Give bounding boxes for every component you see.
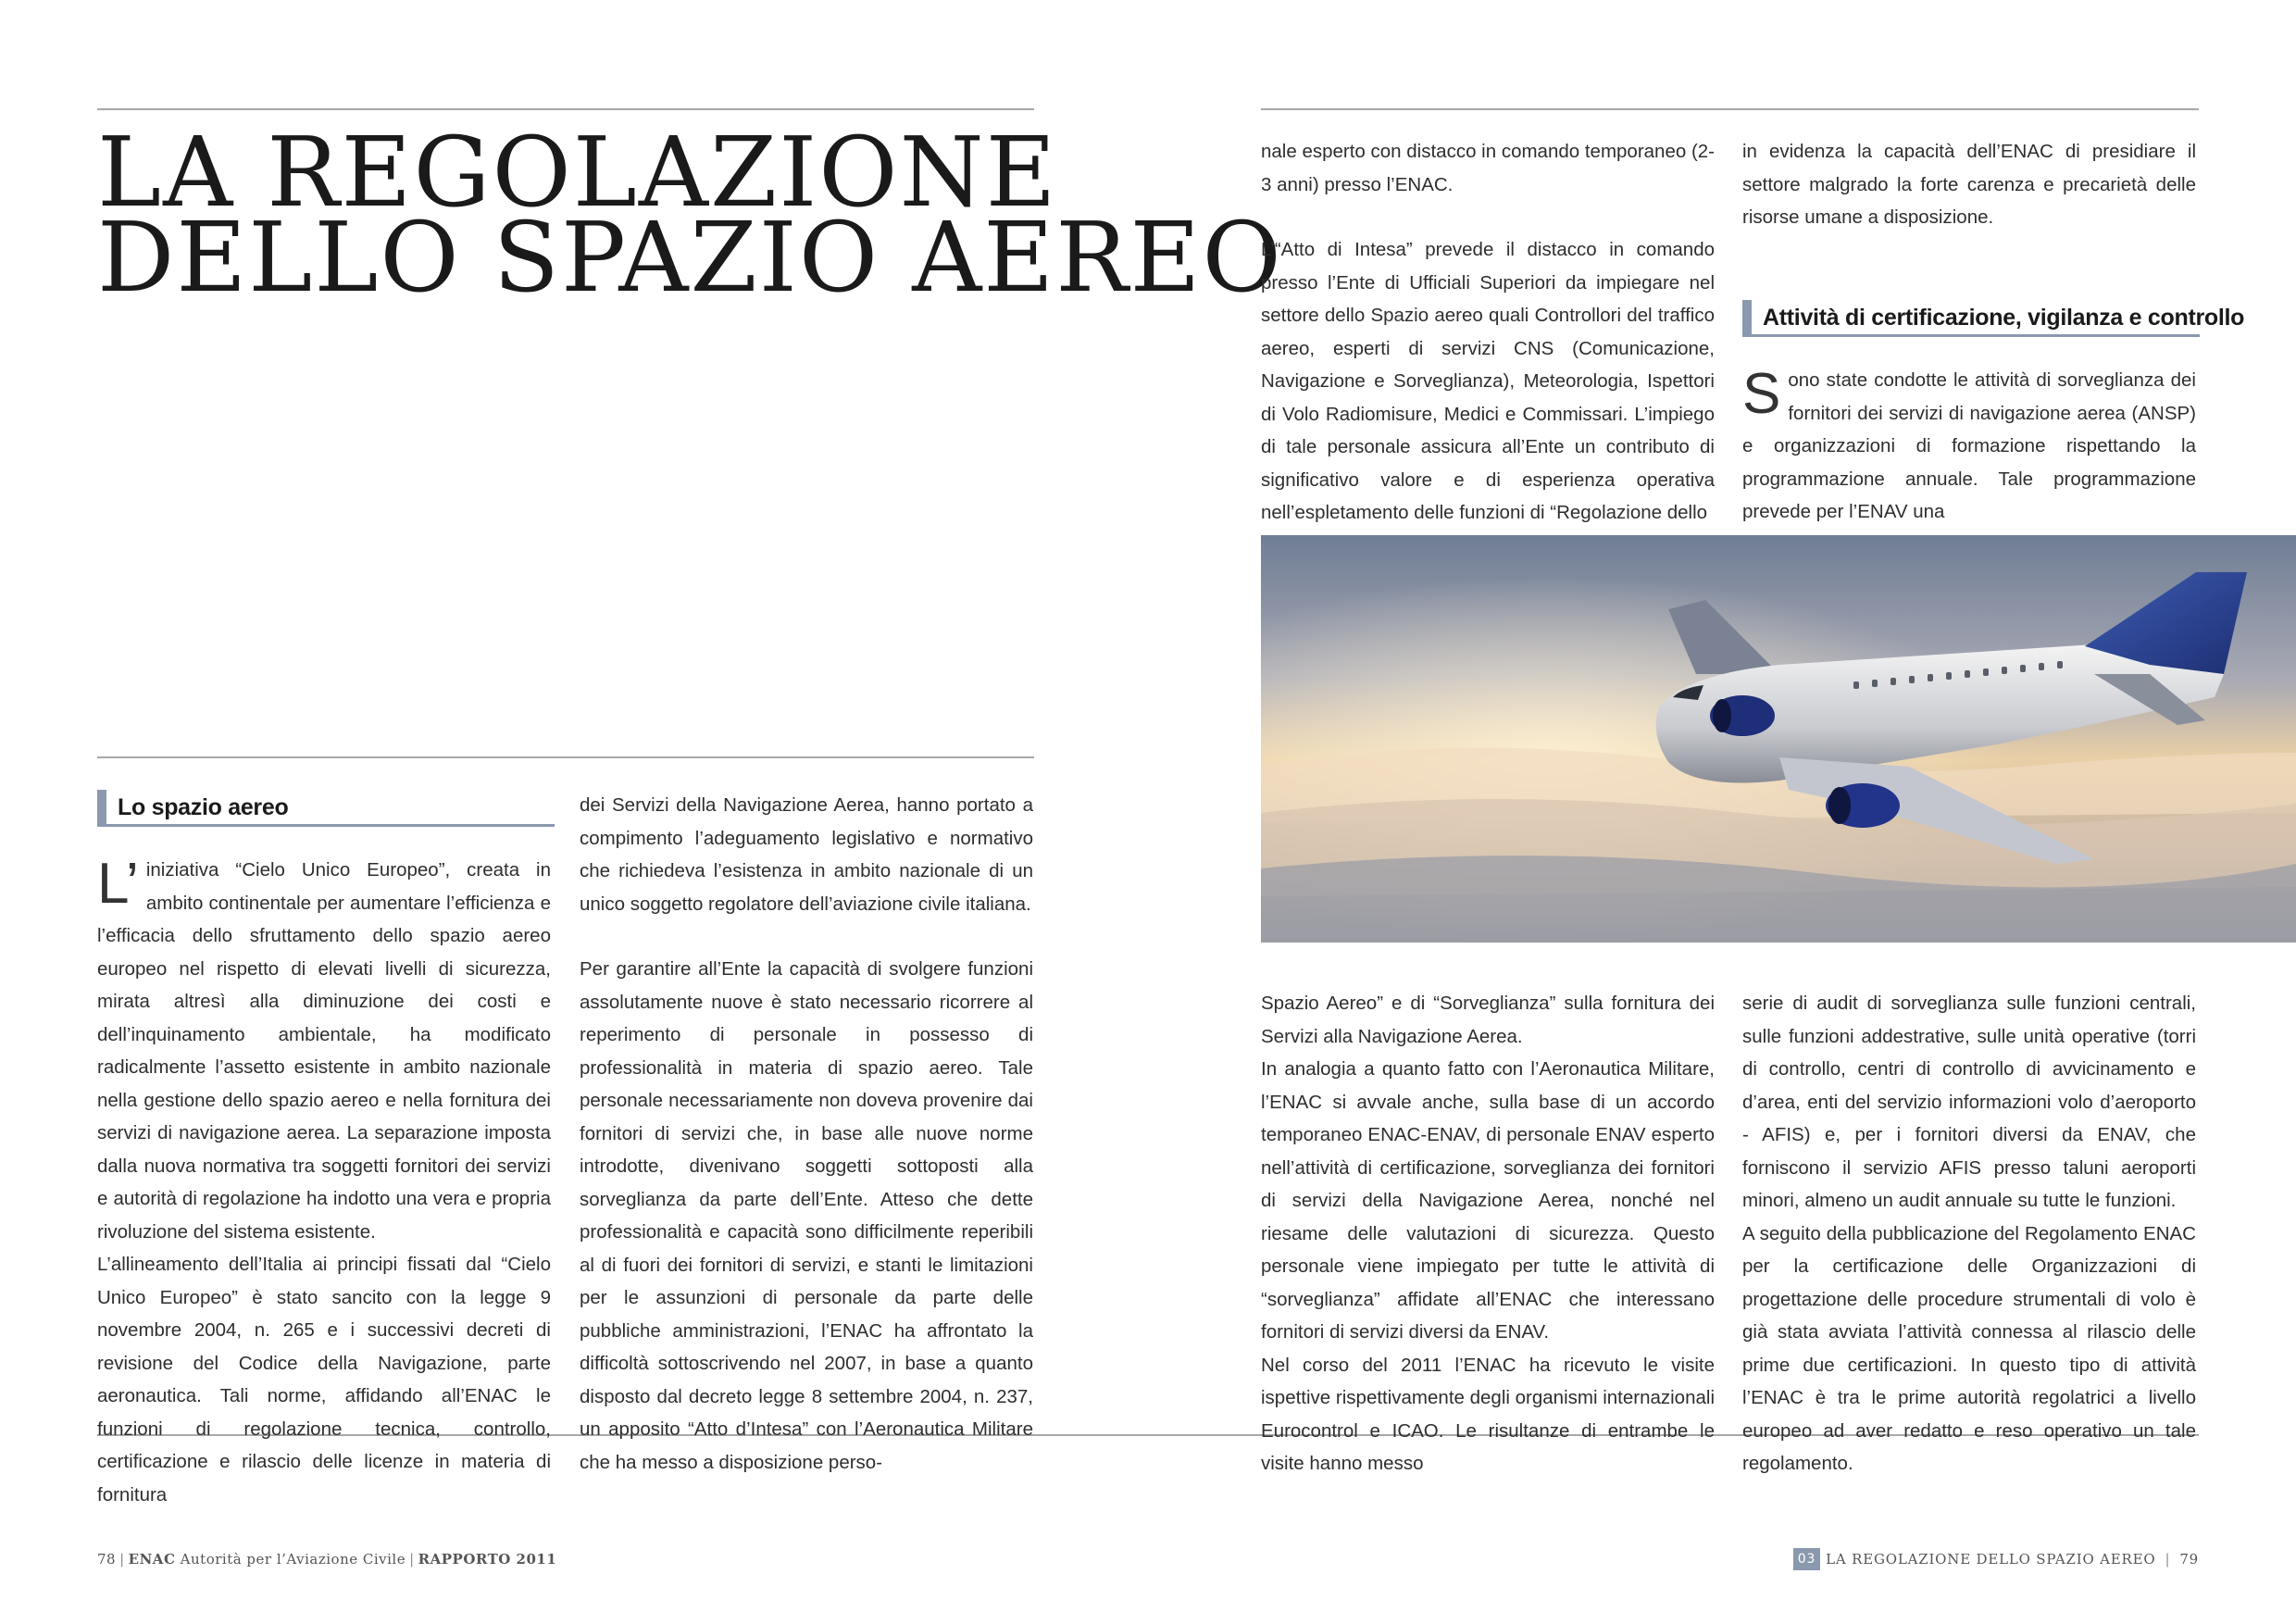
paragraph: in evidenza la capacità dell’ENAC di presidiare il settore malgrado la forte carenza e precarietà delle risorse umane a disposizione. [1742,141,2196,228]
text-column-3-bottom [1261,987,1715,1480]
paragraph-text: ono state condotte le attività di sorveglianza dei fornitori dei servizi di navigazione aerea (ANSP) e organizzazioni di formazione rispettando la programmazione annuale. Tale programmazione prevede per l’ENAV una [1742,369,2196,522]
airplane-photo [1261,535,2296,943]
top-rule-right [1261,108,2199,110]
paragraph: L’“Atto di Intesa” prevede il distacco in comando presso l’Ente di Ufficiali Superiori da impiegare nel settore dello Spazio aereo quali Controllori del traffico aereo, esperti di servizi CNS (Comunicazione, Navigazione e Sorveglianza), Meteorologia, Ispettori di Volo Radiomisure, Medici e Commissari. L’impiego di tale personale assicura all’Ente un contributo di significativo valore e di esperienza operativa nell’espletamento delle funzioni di “Regolazione dello [1261,239,1715,523]
text-column-4-top [1742,135,2196,234]
section-heading-spazio-aereo [97,790,555,827]
paragraph: In analogia a quanto fatto con l’Aeronautica Militare, l’ENAC si avvale anche, sulla base di un accordo temporaneo ENAC-ENAV, di personale ENAV esperto nell’attività di certificazione, sorveglianza dei fornitori di servizi della Navigazione Aerea, nonché nel riesame delle valutazioni di sicurezza. Questo personale viene impiegato per tutte le attività di “sorveglianza” affidate all’ENAC che interessano fornitori di servizi diversi da ENAV. [1261,1058,1715,1343]
section-heading-label: Attività di certificazione, vigilanza e controllo [1763,305,2245,331]
paragraph: Nel corso del 2011 l’ENAC ha ricevuto le visite ispettive rispettivamente degli organismi internazionali Eurocontrol e ICAO. Le risultanze di entrambe le visite hanno messo [1261,1354,1715,1474]
section-heading-label: Lo spazio aereo [118,794,289,820]
drop-cap: S [1742,362,1781,426]
paragraph [97,854,551,1248]
page-number-right: 79 [2179,1551,2199,1568]
text-column-3-top [1261,135,1715,530]
page-number-left: 78 [97,1551,117,1568]
footer-section-title: LA REGOLAZIONE DELLO SPAZIO AEREO [1826,1551,2156,1568]
chapter-badge: 03 [1793,1548,1820,1570]
drop-cap: L’ [97,852,139,916]
page-title-line-1: LA REGOLAZIONE [97,116,1058,229]
top-rule-left [97,108,1034,110]
section-rule-left [97,756,1034,758]
paragraph: dei Servizi della Navigazione Aerea, hanno portato a compimento l’adeguamento legislativo e normativo che richiedeva l’esistenza in ambito nazionale di un unico soggetto regolatore dell’aviazione civile italiana. [580,794,1033,915]
paragraph: nale esperto con distacco in comando temporaneo (2-3 anni) presso l’ENAC. [1261,141,1716,195]
text-column-2 [580,789,1033,1479]
footer-org-full: Autorità per l’Aviazione Civile [180,1551,406,1568]
text-column-1 [97,854,551,1511]
paragraph [1742,364,2196,529]
footer-report: RAPPORTO 2011 [418,1551,557,1568]
text-column-4-top-continued [1742,364,2196,529]
text-column-4-bottom [1742,987,2196,1480]
paragraph: L’allineamento dell’Italia ai principi fissati dal “Cielo Unico Europeo” è stato sancito con la legge 9 novembre 2004, n. 265 e i successivi decreti di revisione del Codice della Navigazione, parte aeronautica. Tali norme, affidando all’ENAC le funzioni di regolazione tecnica, controllo, certificazione e rilascio delle licenze in materia di fornitura [97,1254,551,1505]
footer-right: 03 LA REGOLAZIONE DELLO SPAZIO AEREO | 79 [1793,1548,2199,1570]
section-heading-certificazione [1742,300,2245,337]
paragraph-text: iniziativa “Cielo Unico Europeo”, creata in ambito continentale per aumentare l’efficienza e l’efficacia dello sfruttamento dello spazio aereo europeo nel rispetto di elevati livelli di sicurezza, mirata altresì alla diminuzione dei costi e dell’inquinamento ambientale, ha modificato radicalmente l’assetto esistente in ambito nazionale nella gestione dello spazio aereo e nella fornitura dei servizi di navigazione aerea. La separazione imposta dalla nuova normativa tra soggetti fornitori dei servizi e autorità di regolazione ha indotto una vera e propria rivoluzione del sistema esistente. [97,859,551,1243]
paragraph: Per garantire all’Ente la capacità di svolgere funzioni assolutamente nuove è stato necessario ricorrere al reperimento di personale in possesso di professionalità in materia di spazio aereo. Tale personale necessariamente non doveva provenire dai fornitori di servizi che, in base alle nuove norme introdotte, divenivano soggetti sottoposti alla sorveglianza da parte dell’Ente. Atteso che dette professionalità e capacità sono difficilmente reperibili al di fuori dei fornitori di servizi, e stanti le limitazioni per le assunzioni di personale da parte delle pubbliche amministrazioni, l’ENAC ha affrontato la difficoltà sottoscrivendo nel 2007, in base a quanto disposto dal decreto legge 8 settembre 2004, n. 237, un apposito “Atto d’Intesa” con l’Aeronautica Militare che ha messo a disposizione perso- [580,958,1033,1473]
paragraph: Spazio Aereo” e di “Sorveglianza” sulla fornitura dei Servizi alla Navigazione Aerea. [1261,993,1715,1047]
footer-org: ENAC [128,1551,176,1568]
footer-left: 78 | ENAC Autorità per l’Aviazione Civile | RAPPORTO 2011 [97,1551,557,1568]
page-title [97,116,1283,314]
paragraph: A seguito della pubblicazione del Regolamento ENAC per la certificazione delle Organizzazioni di progettazione delle procedure strumentali di volo è già stata avviata l’attività connessa al rilascio delle prime due certificazioni. In questo tipo di attività l’ENAC è tra le prime autorità regolatrici a livello europeo ad aver redatto e reso operativo un tale regolamento. [1742,1222,2196,1474]
paragraph: serie di audit di sorveglianza sulle funzioni centrali, sulle funzioni addestrative, sulle unità operative (torri di controllo, centri di controllo di avvicinamento e d’area, enti del servizio informazioni volo d’aeroporto - AFIS) e, per i fornitori diversi da ENAV, che forniscono il servizio AFIS presso taluni aeroporti minori, almeno un audit annuale su tutte le funzioni. [1742,993,2196,1211]
page-title-line-2: DELLO SPAZIO AEREO [97,201,1283,314]
